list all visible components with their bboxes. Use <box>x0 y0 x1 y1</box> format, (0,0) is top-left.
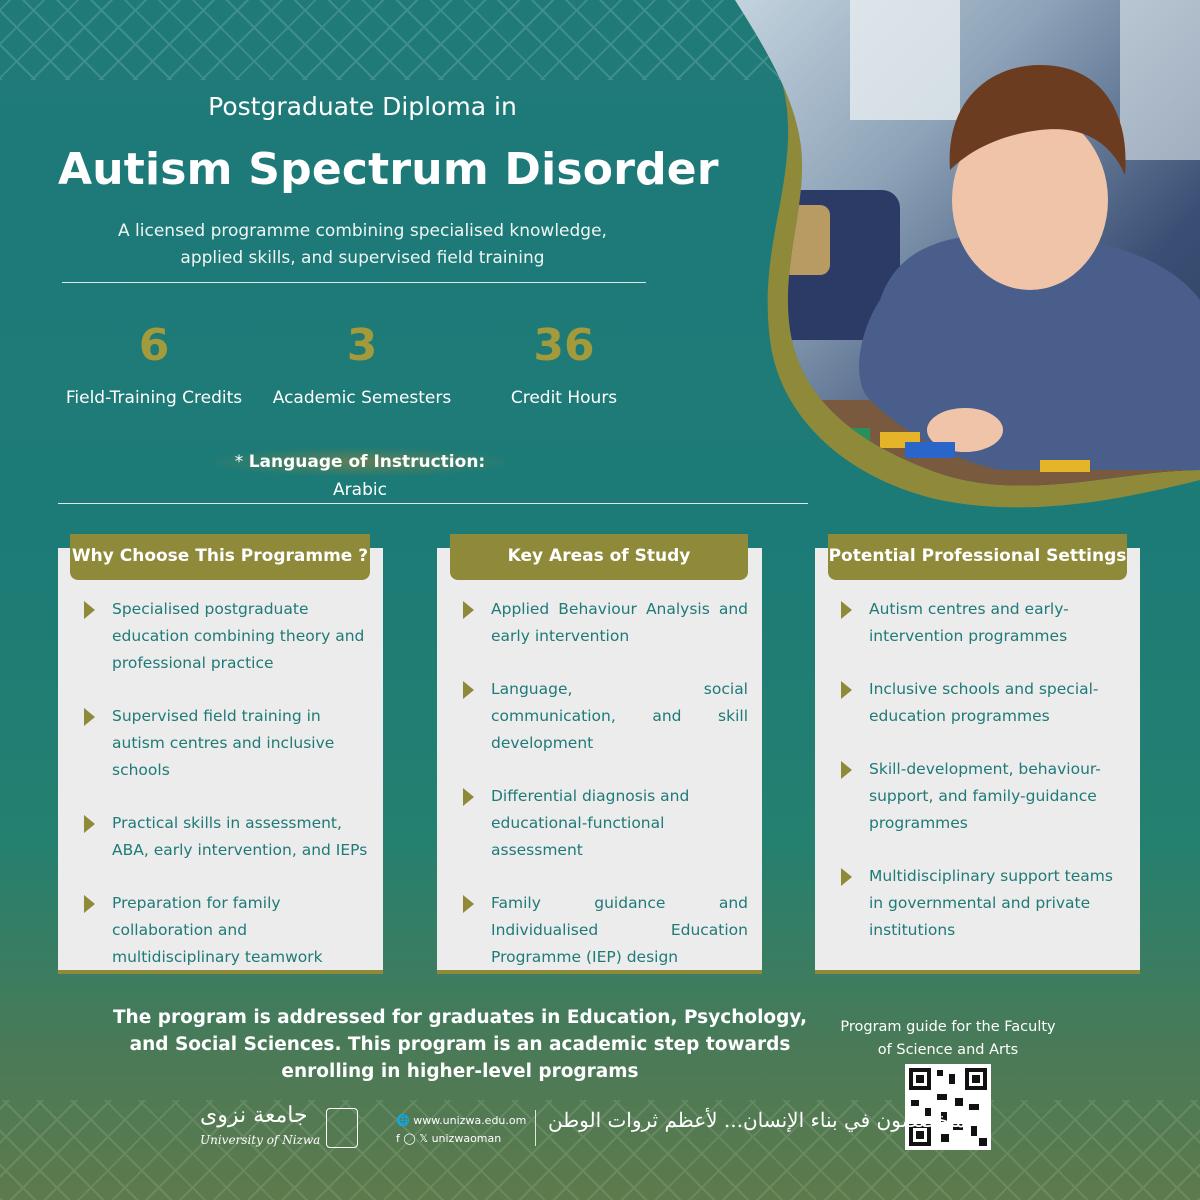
list-item: Language, social communication, and skill development <box>461 676 748 757</box>
divider <box>62 282 646 283</box>
bullet-arrow-icon <box>463 788 474 806</box>
bullet-arrow-icon <box>463 895 474 913</box>
audience-line: and Social Sciences. This program is an academic step towards <box>129 1034 791 1055</box>
university-name-arabic: جامعة نزوى <box>200 1103 308 1128</box>
language-value: Arabic <box>333 480 387 500</box>
program-description <box>80 218 645 272</box>
language-label: Language of Instruction: <box>248 452 486 472</box>
facebook-icon[interactable]: f <box>396 1132 400 1145</box>
bullet-arrow-icon <box>463 601 474 619</box>
professional-settings-list <box>839 596 1126 970</box>
list-item: Applied Behaviour Analysis and early intervention <box>461 596 748 650</box>
bullet-arrow-icon <box>841 761 852 779</box>
list-item: Multidisciplinary support teams in governmental and private institutions <box>839 863 1126 944</box>
bullet-arrow-icon <box>84 895 95 913</box>
list-item: Autism centres and early-intervention programmes <box>839 596 1126 650</box>
stat-value: 6 <box>138 320 170 371</box>
stat-credit-hours <box>468 322 660 408</box>
slogan-arabic: متخصصون في بناء الإنسان... لأعظم ثروات الوطن <box>548 1108 966 1132</box>
website-link[interactable]: 🌐 www.unizwa.edu.om <box>396 1114 527 1127</box>
stat-label: Credit Hours <box>510 388 618 408</box>
bullet-arrow-icon <box>841 868 852 886</box>
description-line: applied skills, and supervised field training <box>180 248 545 268</box>
guide-line: of Science and Arts <box>877 1042 1019 1058</box>
footer-divider <box>535 1110 536 1146</box>
bullet-arrow-icon <box>84 708 95 726</box>
program-subtitle: Postgraduate Diploma in <box>208 92 517 121</box>
stat-label: Field-Training Credits <box>65 388 243 408</box>
card-heading: Why Choose This Programme ? <box>70 534 370 580</box>
globe-icon: 🌐 <box>396 1114 410 1127</box>
card-why-choose <box>58 548 383 974</box>
bullet-arrow-icon <box>84 601 95 619</box>
program-guide-caption <box>830 1016 1066 1062</box>
qr-code[interactable] <box>905 1064 991 1150</box>
why-choose-list <box>82 596 369 997</box>
bullet-arrow-icon <box>463 681 474 699</box>
list-item: Preparation for family collaboration and multidisciplinary teamwork <box>82 890 369 971</box>
list-item: Practical skills in assessment, ABA, early intervention, and IEPs <box>82 810 369 864</box>
list-item: Family guidance and Individualised Education Programme (IEP) design <box>461 890 748 971</box>
list-item: Skill-development, behaviour-support, and family-guidance programmes <box>839 756 1126 837</box>
divider <box>58 503 808 504</box>
card-professional-settings <box>815 548 1140 974</box>
university-logo <box>326 1108 358 1148</box>
list-item: Inclusive schools and special-education programmes <box>839 676 1126 730</box>
stat-value: 3 <box>346 320 378 371</box>
audience-statement <box>100 1004 820 1085</box>
language-of-instruction <box>215 448 505 500</box>
card-heading: Key Areas of Study <box>450 534 748 580</box>
audience-line: enrolling in higher-level programs <box>281 1061 639 1082</box>
card-key-areas <box>437 548 762 974</box>
instagram-icon[interactable]: ◯ <box>403 1132 416 1145</box>
stat-label: Academic Semesters <box>272 388 452 408</box>
social-links[interactable]: f ◯ 𝕏 unizwaoman <box>396 1132 502 1145</box>
description-line: A licensed programme combining specialised knowledge, <box>118 221 607 241</box>
audience-line: The program is addressed for graduates in Education, Psychology, <box>112 1007 808 1028</box>
language-asterisk: * <box>234 452 249 472</box>
stat-field-training <box>58 322 250 408</box>
bullet-arrow-icon <box>84 815 95 833</box>
list-item: Supervised field training in autism centres and inclusive schools <box>82 703 369 784</box>
x-icon[interactable]: 𝕏 <box>419 1132 429 1145</box>
stat-value: 36 <box>533 320 595 371</box>
bullet-arrow-icon <box>841 681 852 699</box>
guide-line: Program guide for the Faculty <box>840 1019 1056 1035</box>
program-title: Autism Spectrum Disorder <box>58 144 719 195</box>
university-name-english: University of Nizwa <box>200 1133 321 1147</box>
list-item: Differential diagnosis and educational-functional assessment <box>461 783 748 864</box>
key-areas-list <box>461 596 748 997</box>
card-heading: Potential Professional Settings <box>828 534 1127 580</box>
stat-semesters <box>266 322 458 408</box>
bullet-arrow-icon <box>841 601 852 619</box>
list-item: Specialised postgraduate education combining theory and professional practice <box>82 596 369 677</box>
